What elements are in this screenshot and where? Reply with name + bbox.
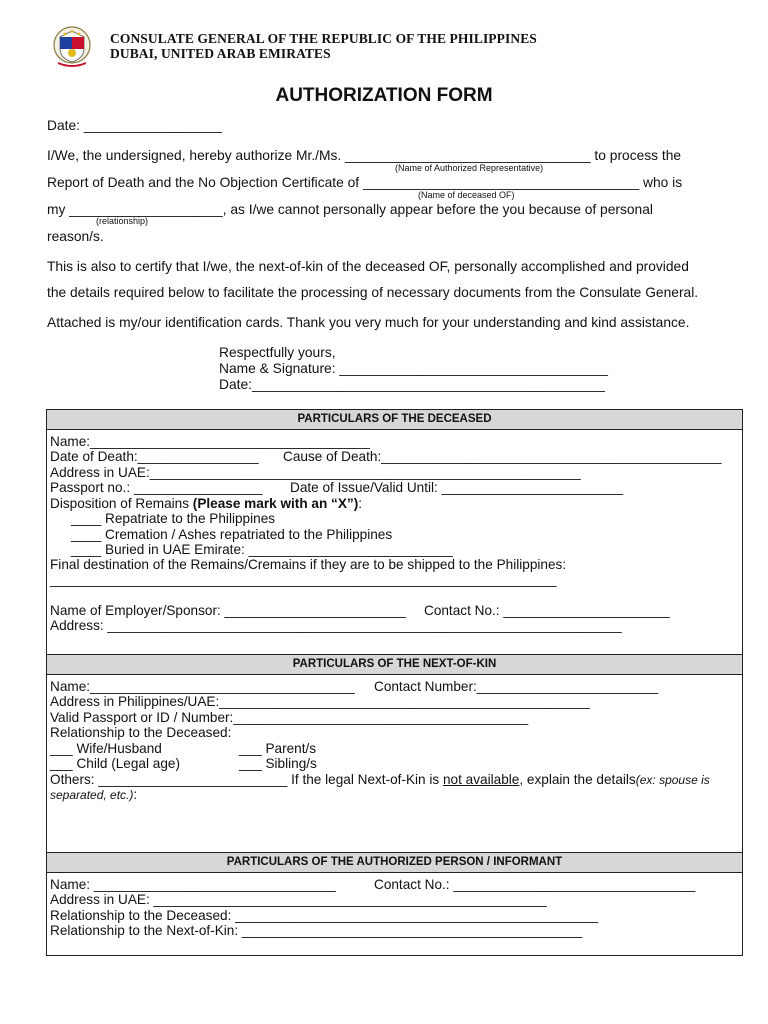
nok-others-field[interactable]	[50, 772, 710, 788]
next-of-kin-section	[46, 654, 743, 853]
header-line-2: DUBAI, UNITED ARAB EMIRATES	[110, 46, 331, 61]
not-available-text: not available	[443, 772, 520, 787]
relationship-note: (relationship)	[96, 216, 149, 226]
disposition-prefix: Disposition of Remains	[50, 496, 193, 511]
option-buried-uae[interactable]: ____ Buried in UAE Emirate: ___________________________	[71, 542, 453, 557]
nok-name-field[interactable]: Name:___________________________________	[50, 679, 355, 694]
respectfully-yours: Respectfully yours,	[219, 345, 336, 360]
page-title: AUTHORIZATION FORM	[275, 85, 493, 106]
philippine-seal-logo	[52, 25, 92, 69]
authorized-contact-field[interactable]: Contact No.: ________________________________	[374, 877, 696, 892]
example-text-2: separated, etc.)	[50, 788, 134, 802]
example-text-2-suffix: :	[133, 787, 138, 802]
disposition-suffix: :	[358, 496, 363, 511]
deceased-name-note: (Name of deceased OF)	[418, 190, 515, 200]
nok-example-line-2	[50, 787, 137, 803]
certify-line-2: the details required below to facilitate the processing of necessary documents from the Consulate General.	[47, 285, 699, 300]
authorized-person-section	[46, 852, 743, 956]
closing-date-field[interactable]: Date:______________________________________________	[219, 377, 605, 392]
authorized-name-field[interactable]: Name: ________________________________	[50, 877, 336, 892]
final-destination-field[interactable]: ___________________________________________________________________	[50, 572, 557, 587]
employer-name-field[interactable]: Name of Employer/Sponsor: ________________________	[50, 603, 406, 618]
deceased-address-field[interactable]: Address in UAE:_________________________________________________________	[50, 465, 581, 480]
employer-address-field[interactable]: Address: ____________________________________________________________________	[50, 618, 622, 633]
attached-id-line: Attached is my/our identification cards. Thank you very much for your understanding and kind assistance.	[47, 315, 690, 330]
authorized-address-field[interactable]: Address in UAE: ____________________________________________________	[50, 892, 547, 907]
option-wife-husband[interactable]: ___ Wife/Husband	[50, 741, 162, 756]
authorized-rep-note: (Name of Authorized Representative)	[395, 163, 544, 173]
disposition-instruction: (Please mark with an “X”)	[192, 496, 359, 511]
option-child[interactable]: ___ Child (Legal age)	[50, 756, 180, 771]
seal-icon	[52, 25, 92, 69]
option-cremation[interactable]: ____ Cremation / Ashes repatriated to the Philippines	[71, 527, 393, 542]
others-text: Others: _________________________ If the legal Next-of-Kin is	[50, 772, 443, 787]
disposition-label	[50, 496, 362, 511]
authorized-person-section-heading: PARTICULARS OF THE AUTHORIZED PERSON / INFORMANT	[47, 853, 742, 873]
deceased-name-field[interactable]: Name:_____________________________________	[50, 434, 370, 449]
reason-line: reason/s.	[47, 229, 104, 244]
next-of-kin-section-heading: PARTICULARS OF THE NEXT-OF-KIN	[47, 655, 742, 675]
final-destination-label: Final destination of the Remains/Cremains if they are to be shipped to the Philippines:	[50, 557, 567, 572]
name-signature-field[interactable]: Name & Signature: ___________________________________	[219, 361, 608, 376]
date-of-issue-field[interactable]: Date of Issue/Valid Until: ________________________	[290, 480, 624, 495]
passport-no-field[interactable]: Passport no.: _________________	[50, 480, 263, 495]
authorize-line: I/We, the undersigned, hereby authorize Mr./Ms. ________________________________ to process the	[47, 148, 682, 163]
authorized-rel-deceased-field[interactable]: Relationship to the Deceased: ________________________________________________	[50, 908, 599, 923]
authorized-rel-nok-field[interactable]: Relationship to the Next-of-Kin: _____________________________________________	[50, 923, 583, 938]
employer-contact-field[interactable]: Contact No.: ______________________	[424, 603, 670, 618]
nok-contact-field[interactable]: Contact Number:________________________	[374, 679, 659, 694]
option-repatriate[interactable]: ____ Repatriate to the Philippines	[71, 511, 276, 526]
deceased-section-heading: PARTICULARS OF THE DECEASED	[47, 410, 742, 430]
option-parent[interactable]: ___ Parent/s	[239, 741, 317, 756]
header-line-1: CONSULATE GENERAL OF THE REPUBLIC OF THE PHILIPPINES	[110, 31, 537, 46]
option-sibling[interactable]: ___ Sibling/s	[239, 756, 317, 771]
example-text: (ex: spouse is	[635, 773, 710, 787]
nok-relationship-label: Relationship to the Deceased:	[50, 725, 232, 740]
certify-line-1: This is also to certify that I/we, the next-of-kin of the deceased OF, personally accomplished and provided	[47, 259, 689, 274]
report-of-death-line: Report of Death and the No Objection Certificate of ____________________________________ who is	[47, 175, 683, 190]
nok-address-field[interactable]: Address in Philippines/UAE:_________________________________________________	[50, 694, 590, 709]
date-field[interactable]: Date: __________________	[47, 118, 222, 133]
nok-passport-field[interactable]: Valid Passport or ID / Number:_______________________________________	[50, 710, 529, 725]
deceased-section	[46, 409, 743, 655]
cause-of-death-field[interactable]: Cause of Death:_____________________________________________	[283, 449, 722, 464]
relationship-line: my ____________________, as I/we cannot personally appear before the you because of personal	[47, 202, 653, 217]
date-of-death-field[interactable]: Date of Death:________________	[50, 449, 259, 464]
explain-text: , explain the details	[519, 772, 636, 787]
